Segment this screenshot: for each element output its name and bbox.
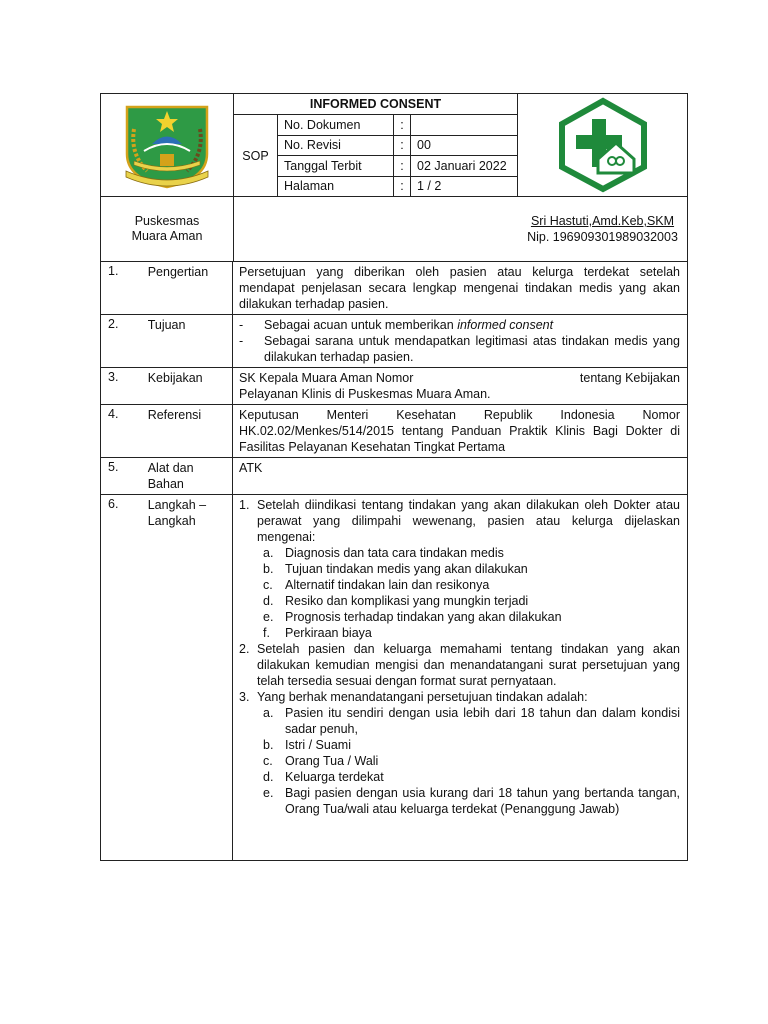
meta-key: No. Dokumen [278,115,394,135]
sub-letter: b. [263,738,274,752]
signature-row [101,197,687,262]
left-logo-cell [101,94,234,196]
step-number: 3. [239,690,250,704]
row-langkah [101,495,687,860]
meta-colon: : [394,156,411,176]
list-item [239,333,680,365]
sub-letter: c. [263,754,273,768]
list-item-text-italic: informed consent [457,318,554,332]
row-label-line: Bahan [147,477,184,491]
sub-letter: b. [263,562,274,576]
row-tujuan [101,315,687,368]
meta-colon: : [394,115,411,135]
row-label-cell [101,495,233,860]
kebijakan-part: SK Kepala Muara Aman Nomor [239,371,414,385]
sub-text: Diagnosis dan tata cara tindakan medis [285,546,504,560]
meta-table [278,115,517,196]
row-number: 3. [108,370,119,384]
meta-row-no-revisi [278,136,517,157]
sub-letter: d. [263,770,274,784]
steps-list [233,495,687,860]
step-text: Setelah pasien dan keluarga memahami tentang tindakan yang akan dilakukan kemudian mengisi dan menandatangani surat persetujuan yang telah tersedia sesuai dengan format surat pernyataan. [257,642,680,688]
step-item [239,689,680,705]
sub-item [239,593,680,609]
dash-bullet: - [239,318,244,332]
sub-item [239,609,680,625]
title-column [234,94,518,196]
row-number: 4. [108,407,119,421]
row-label-cell [101,405,233,457]
step-item [239,497,680,545]
row-label-line: Alat dan [147,461,194,475]
kabupaten-lebong-emblem-icon [112,99,222,191]
meta-row-tanggal-terbit [278,156,517,177]
sop-label: SOP [234,115,278,196]
row-label: Referensi [147,408,202,422]
document-page [100,93,688,861]
sub-letter: d. [263,594,274,608]
sub-item [239,737,680,753]
organization-line: Puskesmas [134,214,200,228]
row-label-cell [101,368,233,404]
row-kebijakan [101,368,687,405]
sub-item [239,769,680,785]
meta-key: No. Revisi [278,136,394,156]
row-text: ATK [239,461,263,475]
sub-text: Orang Tua / Wali [285,754,379,768]
meta-key: Halaman [278,177,394,197]
sub-letter: f. [263,626,270,640]
row-number: 5. [108,460,119,474]
signatory-nip: Nip. 196909301989032003 [527,230,678,244]
meta-value [411,115,517,135]
kebijakan-line [239,370,680,386]
list-item-text: Sebagai sarana untuk mendapatkan legitimasi atas tindakan medis yang dilakukan terhadap pasien. [264,334,680,364]
dash-bullet: - [239,334,244,348]
row-label-cell [101,315,233,367]
meta-colon: : [394,177,411,197]
sub-text: Alternatif tindakan lain dan resikonya [285,578,490,592]
sub-text: Istri / Suami [285,738,351,752]
row-referensi [101,405,687,458]
sub-text: Bagi pasien dengan usia kurang dari 18 tahun yang bertanda tangan, Orang Tua/wali atau keluarga terdekat (Penanggung Jawab) [285,786,680,816]
sub-letter: a. [263,546,274,560]
row-label: Pengertian [147,265,209,279]
row-pengertian [101,262,687,315]
list-item-text-plain: Sebagai acuan untuk memberikan [264,318,458,332]
sub-text: Prognosis terhadap tindakan yang akan dilakukan [285,610,562,624]
step-text: Yang berhak menandatangani persetujuan tindakan adalah: [257,690,588,704]
sub-text: Pasien itu sendiri dengan usia lebih dari 18 tahun dan dalam kondisi sadar penuh, [285,706,680,736]
meta-row-halaman [278,177,517,197]
sub-item [239,625,680,641]
meta-value: 02 Januari 2022 [417,158,507,173]
list-item-text [264,317,680,333]
row-label: Kebijakan [147,371,203,385]
sub-letter: c. [263,578,273,592]
sub-item [239,785,680,817]
signature-space [234,197,518,261]
meta-colon: : [394,136,411,156]
step-number: 2. [239,642,250,656]
organization-cell [101,197,234,261]
document-meta [234,115,517,196]
sub-letter: e. [263,610,274,624]
meta-value: 00 [417,138,431,153]
signatory-name: Sri Hastuti,Amd.Keb,SKM [530,214,675,228]
signatory-cell [518,197,687,261]
sub-letter: a. [263,706,274,720]
row-alat-bahan [101,458,687,495]
sub-item [239,577,680,593]
meta-row-no-dokumen [278,115,517,136]
row-text: Persetujuan yang diberikan oleh pasien atau kelurga terdekat setelah mendapat penjelasan secara lengkap mengenai tindakan medis yang akan dilakukan terhadap pasien. [239,265,680,311]
sop-header [101,94,687,197]
row-label-cell [101,458,233,494]
sub-item [239,753,680,769]
sub-text: Tujuan tindakan medis yang akan dilakukan [285,562,528,576]
sub-item [239,545,680,561]
row-label [141,458,232,494]
step-number: 1. [239,498,250,512]
meta-key: Tanggal Terbit [278,156,394,176]
row-text [233,315,687,367]
row-number: 6. [108,497,119,511]
sub-letter: e. [263,786,274,800]
step-text: Setelah diindikasi tentang tindakan yang akan dilakukan oleh Dokter atau perawat yang dilimpahi wewenang, pasien atau kelurga dijelaskan mengenai: [257,498,680,544]
sub-text: Keluarga terdekat [285,770,384,784]
row-text [233,368,687,404]
kebijakan-part: tentang Kebijakan [579,371,680,385]
row-label-cell [101,262,233,314]
kebijakan-line: Pelayanan Klinis di Puskesmas Muara Aman. [239,387,491,401]
sop-table [100,93,688,861]
organization-line: Muara Aman [131,229,203,243]
row-label-line: Langkah – [147,498,207,512]
document-title: INFORMED CONSENT [234,94,517,115]
row-label: Tujuan [147,318,186,332]
row-label [141,495,232,860]
row-label-line: Langkah [147,514,196,528]
list-item [239,317,680,333]
puskesmas-cross-logo-icon [554,97,652,193]
row-number: 1. [108,264,119,278]
sub-item [239,561,680,577]
meta-value: 1 / 2 [417,179,442,194]
sub-text: Perkiraan biaya [285,626,372,640]
sub-item [239,705,680,737]
row-number: 2. [108,317,119,331]
right-logo-cell [518,94,687,196]
sub-text: Resiko dan komplikasi yang mungkin terjadi [285,594,529,608]
step-item [239,641,680,689]
row-text: Keputusan Menteri Kesehatan Republik Indonesia Nomor HK.02.02/Menkes/514/2015 tentang Panduan Praktik Klinis Bagi Dokter di Fasilitas Pelayanan Kesehatan Tingkat Pertama [239,408,680,454]
